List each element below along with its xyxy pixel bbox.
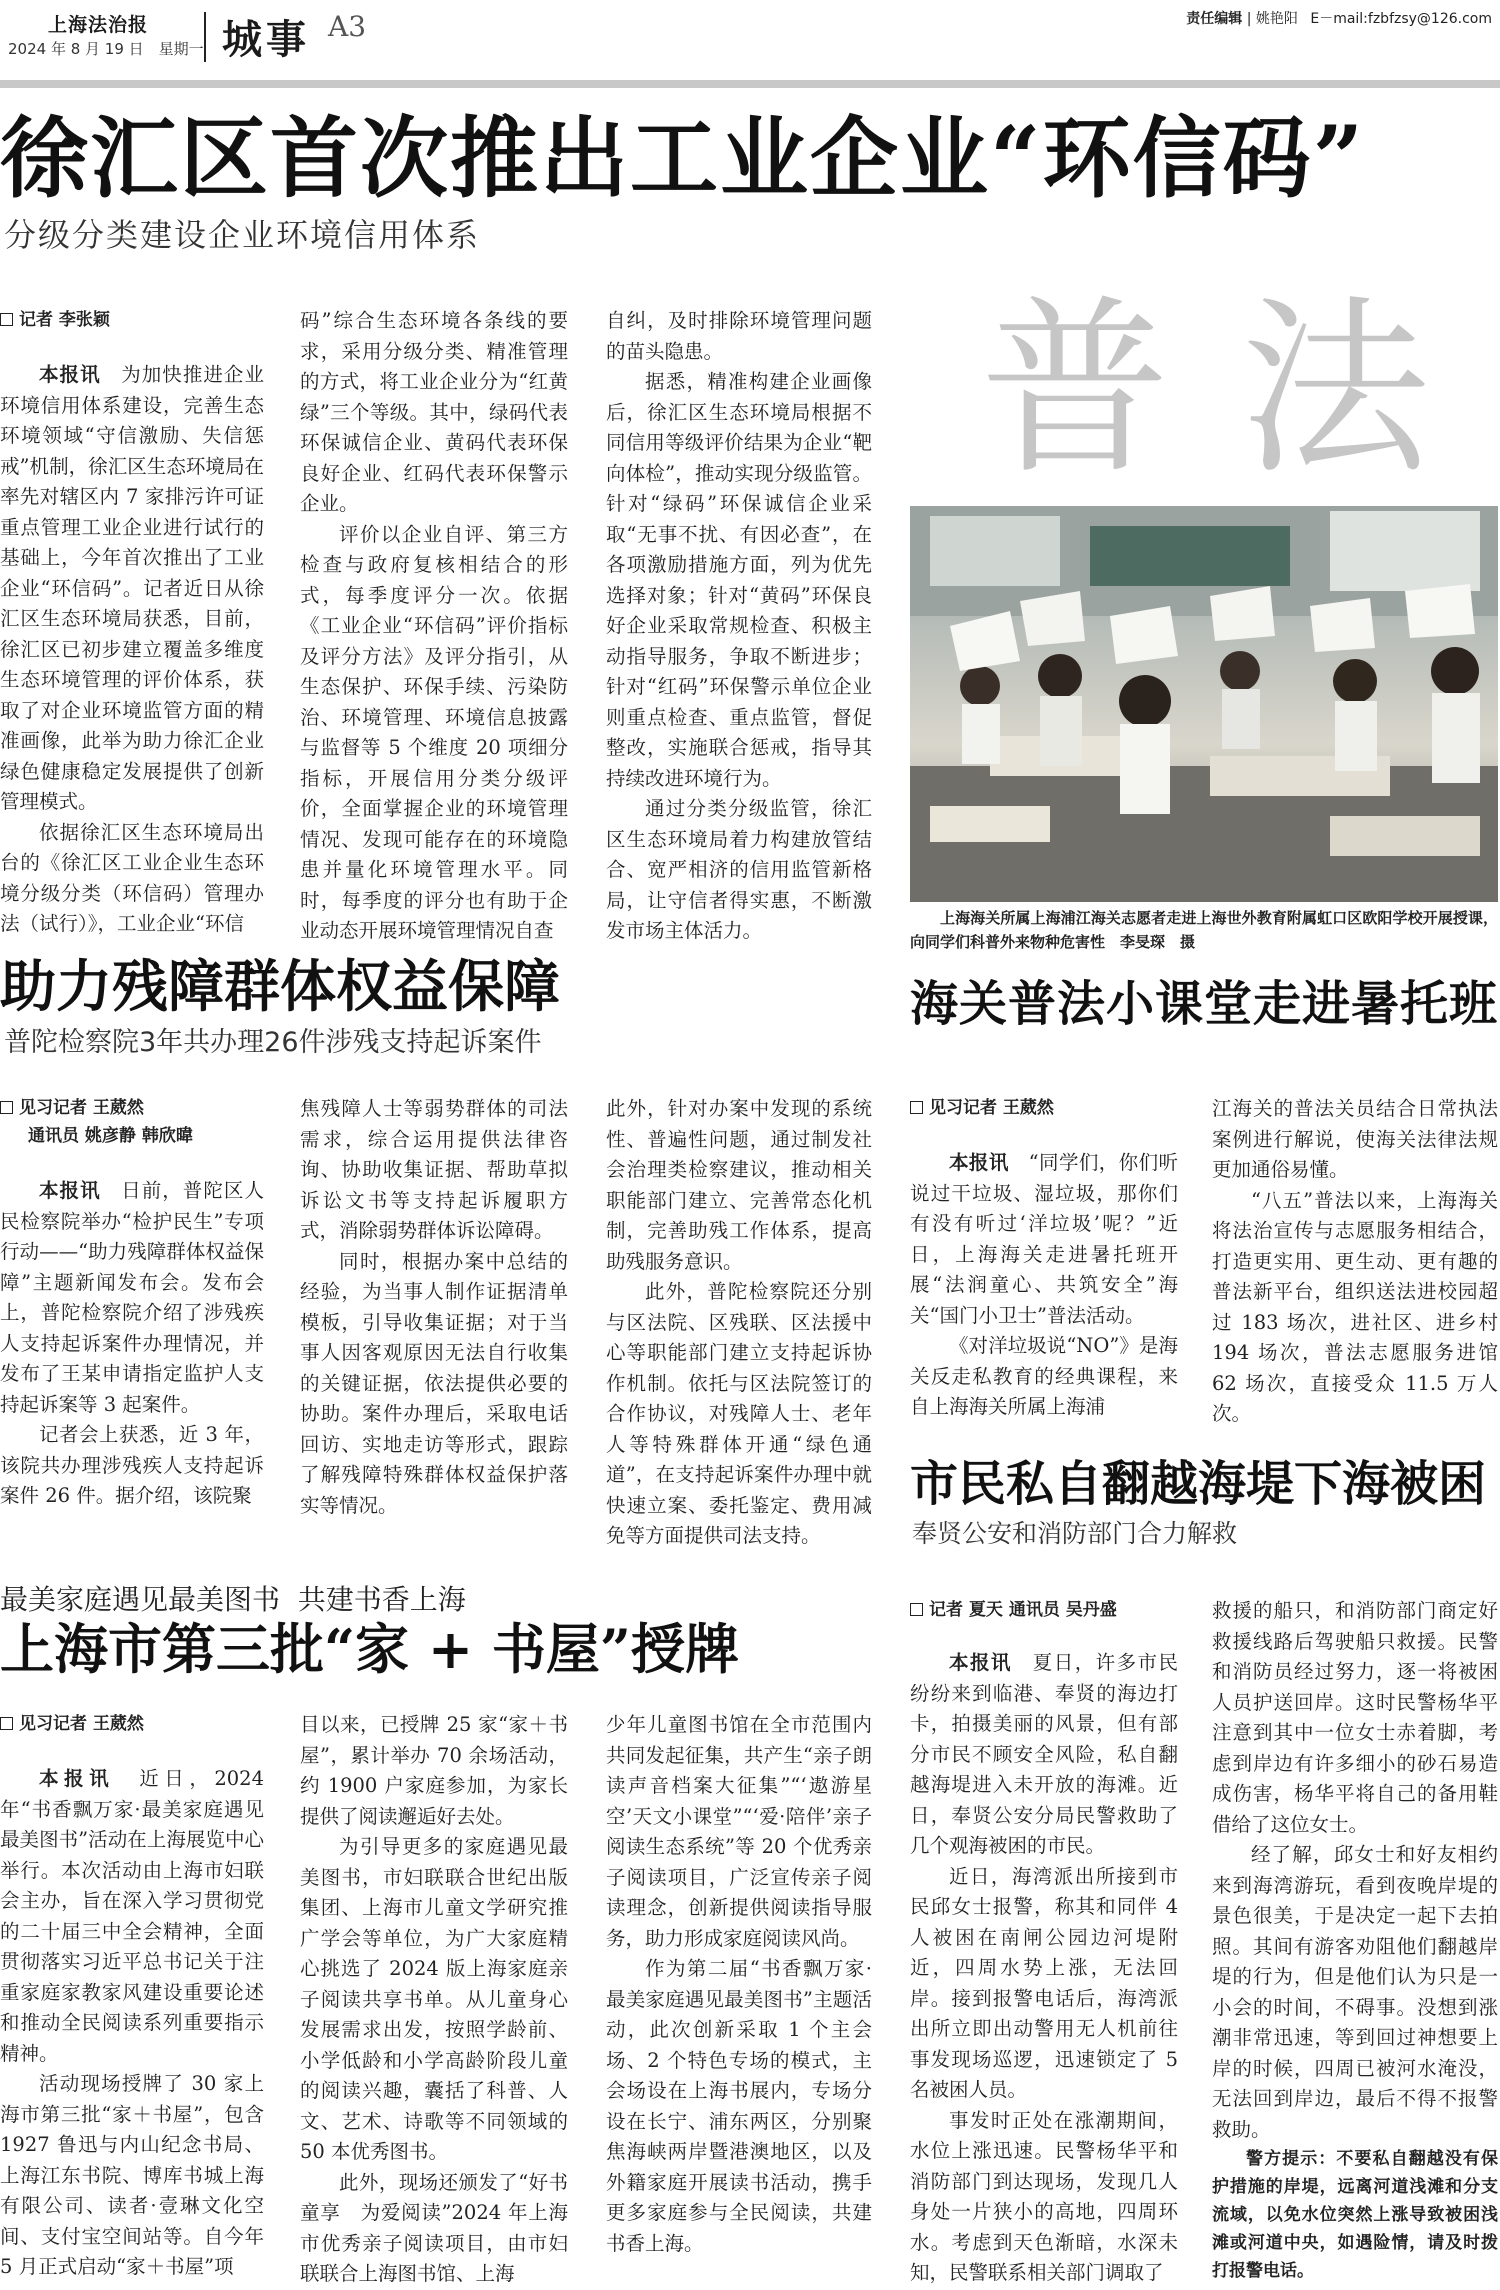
article1-headline: 徐汇区首次推出工业企业“环信码” xyxy=(0,106,1366,210)
article3-headline: 市民私自翻越海堤下海被困 xyxy=(910,1456,1487,1512)
article4-paragraph: 此外，现场还颁发了“好书童享 为爱阅读”2024 年上海市优秀亲子阅读项目，由市妇联联合上海图书馆、上海 xyxy=(300,2170,568,2285)
article4-byline xyxy=(0,1710,144,1738)
masthead xyxy=(0,0,1500,78)
pufa-paragraph: “八五”普法以来，上海海关将法治宣传与志愿服务相结合，打造更实用、更生动、更有趣的普法新平台，组织送法进校园超过 183 场次，进社区、进乡村 194 场次，普法志愿服务进馆 62 场次，直接受众 11.5 万人次。 xyxy=(1212,1188,1498,1425)
pufa-byline xyxy=(910,1094,1054,1122)
article4-paragraph: 活动现场授牌了 30 家上海市第三批“家＋书屋”，包含 1927 鲁迅与内山纪念书局、上海江东书院、博库书城上海有限公司、读者·壹琳文化空间、支付宝空间站等。自今年 5 月正式启动“家＋书屋”项 xyxy=(0,2072,264,2278)
pufa-caption xyxy=(910,906,1498,954)
article2-paragraph: 焦残障人士等弱势群体的司法需求，综合运用提供法律咨询、协助收集证据、帮助草拟诉讼文书等支持起诉履职方式，消除弱势群体诉讼障碍。 xyxy=(300,1097,568,1242)
article3-paragraph: 夏日，许多市民纷纷来到临港、奉贤的海边打卡，拍摄美丽的风景，但有部分市民不顾安全风险，私自翻越海堤进入未开放的海滩。近日，奉贤公安分局民警救助了几个观海被困的市民。 xyxy=(910,1651,1178,1857)
article4-paragraph: 为引导更多的家庭遇见最美图书，市妇联联合世纪出版集团、上海市儿童文学研究推广学会等单位，为广大家庭精心挑选了 2024 版上海家庭亲子阅读共享书单。从儿童身心发展需求出发，按照学龄前、小学低龄和小学高龄阶段儿童的阅读兴趣，囊括了科普、人文、艺术、诗歌等不同领域的 50 本优秀图书。 xyxy=(300,1835,568,2163)
pufa-photo-credit: 李旻琛 摄 xyxy=(1120,933,1196,951)
article4-paragraph: 少年儿童图书馆在全市范围内共同发起征集，共产生“亲子朗读声音档案大征集”“‘遨游星空’天文小课堂”“‘爱·陪伴’亲子阅读生态系统”等 20 个优秀亲子阅读项目，广泛宣传亲子阅读理念，创新提供阅读指导服务，助力形成家庭阅读风尚。 xyxy=(606,1713,872,1950)
article4-lead: 本报讯 xyxy=(39,1767,115,1790)
article3-paragraph: 救援的船只，和消防部门商定好救援线路后驾驶船只救援。民警和消防员经过努力，逐一将被困人员护送回岸。这时民警杨华平注意到其中一位女士赤着脚，考虑到岸边有许多细小的砂石易造成伤害，杨华平将自己的备用鞋借给了这位女士。 xyxy=(1212,1599,1498,1836)
article1-paragraph: 自纠，及时排除环境管理问题的苗头隐患。 xyxy=(606,309,872,363)
article3-paragraph: 近日，海湾派出所接到市民邱女士报警，称其和同伴 4 人被困在南闸公园边河堤附近，四周水势上涨，无法回岸。接到报警电话后，海湾派出所立即出动警用无人机前往事发现场巡逻，迅速锁定了 5 名被困人员。 xyxy=(910,1864,1178,2101)
classroom-photo-illustration xyxy=(910,506,1498,902)
pufa-col2 xyxy=(1212,1094,1498,1425)
article4-col2 xyxy=(300,1710,568,2285)
byline-square-icon xyxy=(910,1101,923,1114)
article4-paragraph: 作为第二届“书香飘万家·最美家庭遇见最美图书”主题活动，此次创新采取 1 个主会场、2 个特色专场的模式，主会场设在上海书展内，专场分设在长宁、浦东两区，分别聚焦海峡两岸暨港澳地区，以及外籍家庭开展读书活动，携手更多家庭参与全民阅读，共建书香上海。 xyxy=(606,1957,872,2255)
pufa-byline-text: 见习记者 王葳然 xyxy=(929,1098,1054,1118)
article3-col1 xyxy=(910,1648,1178,2284)
article4-paragraph: 目以来，已授牌 25 家“家＋书屋”，累计举办 70 余场活动，约 1900 户家庭参加，为家长提供了阅读邂逅好去处。 xyxy=(300,1713,568,1828)
article2-col1 xyxy=(0,1176,264,1516)
pufa-photo xyxy=(910,506,1498,902)
article1-subhead: 分级分类建设企业环境信用体系 xyxy=(4,216,481,254)
article1-lead: 本报讯 xyxy=(39,363,101,386)
article2-paragraph: 此外，普陀检察院还分别与区法院、区残联、区法援中心等职能部门建立支持起诉协作机制。依托与区法院签订的合作协议，对残障人士、老年人等特殊群体开通“绿色通道”，在支持起诉案件办理中就快速立案、委托鉴定、费用减免等方面提供司法支持。 xyxy=(606,1280,872,1547)
article4-col1 xyxy=(0,1764,264,2278)
article4-kicker: 最美家庭遇见最美图书 共建书香上海 xyxy=(0,1583,466,1616)
article2-col3 xyxy=(606,1094,872,1547)
pufa-paragraph: 《对洋垃圾说“NO”》是海关反走私教育的经典课程，来自上海海关所属上海浦 xyxy=(910,1334,1178,1418)
article1-paragraph: 通过分类分级监管，徐汇区生态环境局着力构建放管结合、宽严相济的信用监管新格局，让守信者得实惠，不断激发市场主体活力。 xyxy=(606,797,872,942)
masthead-rule xyxy=(0,80,1500,88)
byline-square-icon xyxy=(0,1717,13,1730)
article1-paragraph: 为加快推进企业环境信用体系建设，完善生态环境领域“守信激励、失信惩戒”机制，徐汇区生态环境局在率先对辖区内 7 家排污许可证重点管理工业企业进行试行的基础上，今年首次推出了工业企业“环信码”。记者近日从徐汇区生态环境局获悉，目前，徐汇区已初步建立覆盖多维度生态环境管理的评价体系，获取了对企业环境监管方面的精准画像，此举为助力徐汇企业绿色健康稳定发展提供了创新管理模式。 xyxy=(0,363,264,813)
article3-lead: 本报讯 xyxy=(949,1651,1012,1674)
article1-paragraph: 评价以企业自评、第三方检查与政府复核相结合的形式，每季度评分一次。依据《工业企业“环信码”评价指标及评分方法》及评分指引，从生态保护、环保手续、污染防治、环境管理、环境信息披露与监督等 5 个维度 20 项细分指标，开展信用分类分级评价，全面掌握企业的环境管理情况、发现可能存在的环境隐患并量化环境管理水平。同时，每季度的评分也有助于企业动态开展环境管理情况自查 xyxy=(300,522,568,942)
article2-subhead: 普陀检察院3年共办理26件涉残支持起诉案件 xyxy=(4,1027,542,1058)
pufa-caption-text: 上海海关所属上海浦江海关志愿者走进上海世外教育附属虹口区欧阳学校开展授课，向同学们科普外来物种危害性 xyxy=(910,909,1498,951)
article3-warning-label: 警方提示： xyxy=(1246,2149,1337,2169)
article2-paragraph: 日前，普陀区人民检察院举办“检护民生”专项行动——“助力残障群体权益保障”主题新闻发布会。发布会上，普陀检察院介绍了涉残疾人支持起诉案件办理情况，并发布了王某申请指定监护人支持起诉案等 3 起案件。 xyxy=(0,1179,264,1416)
article2-paragraph: 记者会上获悉，近 3 年，该院共办理涉残疾人支持起诉案件 26 件。据介绍，该院聚 xyxy=(0,1423,264,1507)
article1-paragraph: 据悉，精准构建企业画像后，徐汇区生态环境局根据不同信用等级评价结果为企业“靶向体检”，推动实现分级监管。针对“绿码”环保诚信企业采取“无事不扰、有因必查”，在各项激励措施方面，列为优先选择对象；针对“黄码”环保良好企业采取常规检查、积极主动指导服务，争取不断进步；针对“红码”环保警示单位企业则重点检查、重点监管，督促整改，实施联合惩戒，指导其持续改进环境行为。 xyxy=(606,370,872,790)
editor-info xyxy=(1186,8,1492,28)
article1-paragraph: 依据徐汇区生态环境局出台的《徐汇区工业企业生态环境分级分类（环信码）管理办法（试行）》，工业企业“环信 xyxy=(0,820,264,935)
pufa-calligraphy: 普法 xyxy=(980,279,1500,500)
editor-divider: | xyxy=(1246,11,1256,27)
article2-headline: 助力残障群体权益保障 xyxy=(0,954,560,1020)
article4-headline: 上海市第三批“家 + 书屋”授牌 xyxy=(0,1617,739,1681)
article3-subhead: 奉贤公安和消防部门合力解救 xyxy=(912,1519,1238,1548)
editor-name: 姚艳阳 xyxy=(1255,11,1298,27)
article2-byline xyxy=(0,1094,193,1150)
article3-col2 xyxy=(1212,1596,1499,2281)
pufa-col1 xyxy=(910,1148,1178,1418)
pufa-lead: 本报讯 xyxy=(949,1151,1009,1174)
article2-col2 xyxy=(300,1094,568,1516)
article3-byline-text: 记者 夏天 通讯员 吴丹盛 xyxy=(929,1600,1117,1620)
pufa-headline: 海关普法小课堂走进暑托班 xyxy=(910,976,1499,1032)
article4-byline-text: 见习记者 王葳然 xyxy=(19,1714,144,1734)
article1-byline xyxy=(0,306,110,334)
article1-col2 xyxy=(300,306,568,942)
byline-square-icon xyxy=(0,1101,13,1114)
masthead-logo: 上海法治报 xyxy=(48,14,149,36)
article3-byline xyxy=(910,1596,1117,1624)
byline-square-icon xyxy=(910,1603,923,1616)
page-number: A3 xyxy=(328,10,367,43)
article3-paragraph: 经了解，邱女士和好友相约来到海湾游玩，看到夜晚岸堤的景色很美，于是决定一起下去拍照。其间有游客劝阻他们翻越岸堤的行为，但是他们认为只是一小会的时间，不碍事。没想到涨潮非常迅速，等到回过神想要上岸的时候，四周已被河水淹没，无法回到岸边，最后不得不报警救助。 xyxy=(1212,1843,1498,2141)
article1-col1 xyxy=(0,360,264,935)
article1-byline-text: 记者 李张颖 xyxy=(19,310,110,330)
article2-paragraph: 此外，针对办案中发现的系统性、普遍性问题，通过制发社会治理类检察建议，推动相关职能部门建立、完善常态化机制，完善助残工作体系，提高助残服务意识。 xyxy=(606,1097,872,1273)
editor-email: E－mail:fzbfzsy@126.com xyxy=(1310,11,1492,27)
article2-byline-text: 通讯员 姚彦静 韩欣暐 xyxy=(28,1126,193,1146)
pufa-paragraph: “同学们，你们听说过干垃圾、湿垃圾，那你们有没有听过‘洋垃圾’呢？”近日，上海海关走进暑托班开展“法润童心、共筑安全”海关“国门小卫士”普法活动。 xyxy=(910,1151,1178,1327)
byline-square-icon xyxy=(0,313,13,326)
article3-paragraph: 事发时正处在涨潮期间，水位上涨迅速。民警杨华平和消防部门到达现场，发现几人身处一片狭小的高地，四周环水。考虑到天色渐暗，水深未知，民警联系相关部门调取了 xyxy=(910,2108,1178,2284)
article1-col3 xyxy=(606,306,872,942)
article4-paragraph: 近日，2024 年“书香飘万家·最美家庭遇见最美图书”活动在上海展览中心举行。本次活动由上海市妇联会主办，旨在深入学习贯彻党的二十届三中全会精神，全面贯彻落实习近平总书记关于注重家庭家教家风建设重要论述和推动全民阅读系列重要指示精神。 xyxy=(0,1767,264,2065)
masthead-divider xyxy=(204,12,206,62)
article2-byline-text: 见习记者 王葳然 xyxy=(19,1098,144,1118)
editor-label: 责任编辑 xyxy=(1186,11,1243,27)
article4-col3 xyxy=(606,1710,872,2255)
pufa-paragraph: 江海关的普法关员结合日常执法案例进行解说，使海关法律法规更加通俗易懂。 xyxy=(1212,1097,1498,1181)
article3-warning: 不要私自翻越没有保护措施的岸堤，远离河道浅滩和分支流域，以免水位突然上涨导致被困浅滩或河道中央，如遇险情，请及时拨打报警电话。 xyxy=(1212,2149,1499,2281)
masthead-date: 2024 年 8 月 19 日 星期一 xyxy=(8,40,204,58)
article1-paragraph: 码”综合生态环境各条线的要求，采用分级分类、精准管理的方式，将工业企业分为“红黄绿”三个等级。其中，绿码代表环保诚信企业、黄码代表环保良好企业、红码代表环保警示企业。 xyxy=(300,309,568,515)
article2-lead: 本报讯 xyxy=(39,1179,101,1202)
article2-paragraph: 同时，根据办案中总结的经验，为当事人制作证据清单模板，引导收集证据；对于当事人因客观原因无法自行收集的关键证据，依法提供必要的协助。案件办理后，采取电话回访、实地走访等形式，跟踪了解残障特殊群体权益保护落实等情况。 xyxy=(300,1249,568,1517)
section-name: 城事 xyxy=(222,17,310,63)
